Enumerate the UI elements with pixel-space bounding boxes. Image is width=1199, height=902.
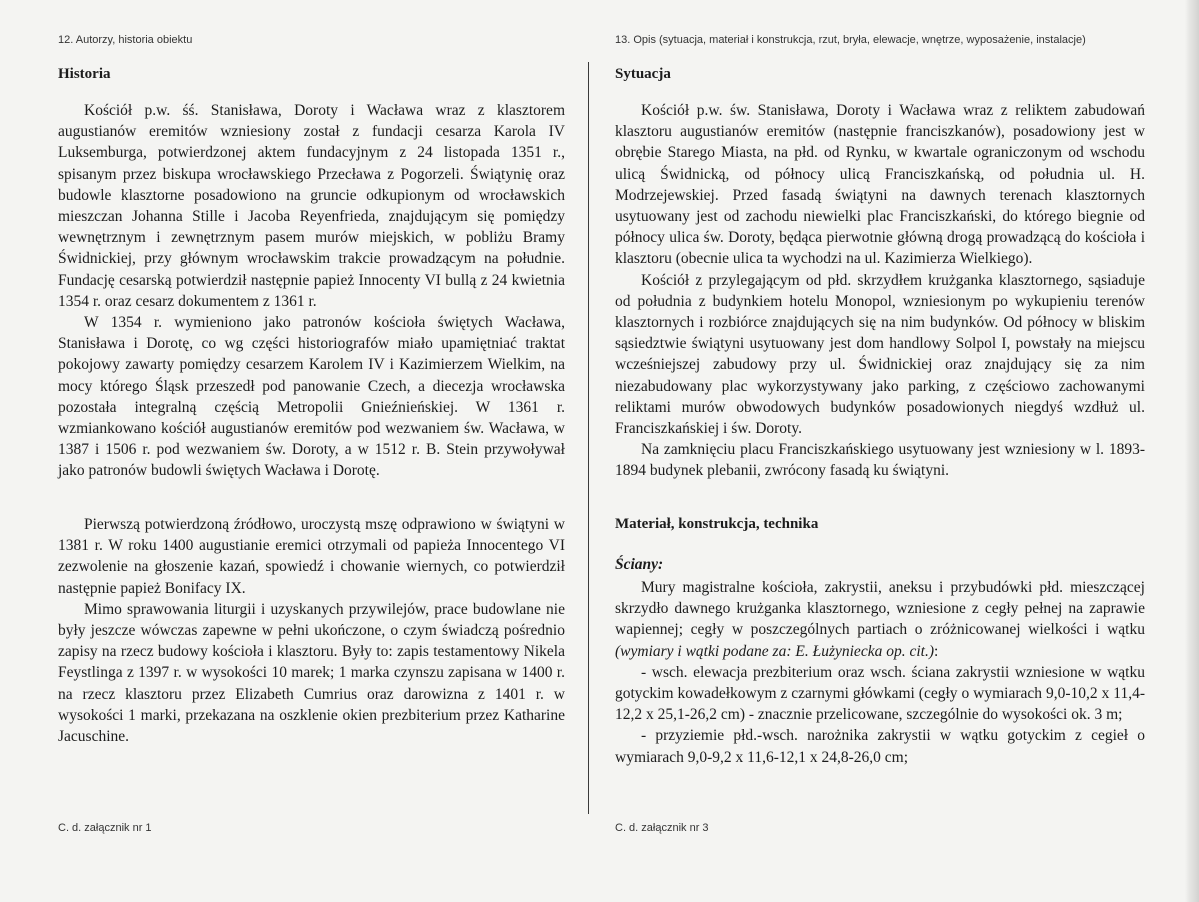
left-footer: C. d. załącznik nr 1 [58, 822, 152, 834]
history-paragraph-1: Kościół p.w. śś. Stanisława, Doroty i Wacława wraz z klasztorem augustianów eremitów wzniesiony został z fundacji cesarza Karola IV Luksemburga, potwierdzonej aktem fundacyjnym z 24 listopada 1351 r., spisanym przez biskupa wrocławskiego Przecława z Pogorzeli. Świątynię oraz budowle klasztorne posadowiono na gruncie odkupionym od wrocławskich mieszczan Johanna Stille i Jacoba Reyenfrieda, znajdującym się pomiędzy wewnętrznym i zewnętrznym pasem murów miejskich, w pobliżu Bramy Świdnickiej, przy głównym wrocławskim trakcie prowadzącym na południe. Fundację cesarską potwierdził następnie papież Innocenty VI bullą z 24 kwietnia 1354 r. oraz cesarz dokumentem z 1361 r. [58, 102, 565, 310]
right-footer: C. d. załącznik nr 3 [615, 822, 709, 834]
right-page [592, 0, 1199, 902]
walls-text [615, 577, 1145, 768]
walls-subheading: Ściany: [615, 556, 664, 573]
situation-text [615, 100, 1145, 482]
left-page [0, 0, 590, 902]
situation-paragraph-3: Na zamknięciu placu Franciszkańskiego usytuowany jest wzniesiony w l. 1893-1894 budynek plebanii, zwrócony fasadą ku świątyni. [615, 441, 1145, 480]
history-paragraph-4: Mimo sprawowania liturgii i uzyskanych przywilejów, prace budowlane nie były jeszcze wówczas zapewne w pełni ukończone, o czym świadczą pośrednio zapisy na rzecz budowy kościoła i klasztoru. Były to: zapis testamentowy Nikela Feystlinga z 1397 r. w wysokości 10 marek; 1 marka czynszu zapisana w 1400 r. na rzecz klasztoru przez Elizabeth Cumrius oraz darowizna z 1401 r. w wysokości 1 marki, przekazana na oszklenie okien prezbiterium przez Katharine Jacuschine. [58, 600, 565, 746]
walls-intro: Mury magistralne kościoła, zakrystii, aneksu i przybudówki płd. mieszczącej skrzydło dawnego krużganka klasztornego, wzniesione z cegły pełnej na zaprawie wapiennej; cegły w poszczególnych partiach o zróżnicowanej wielkości i wątku [615, 579, 1145, 639]
walls-intro-paragraph [615, 577, 1145, 662]
walls-item-1: - wsch. elewacja prezbiterium oraz wsch. ściana zakrystii wzniesione w wątku gotyckim kowadełkowym z czarnymi główkami (cegły o wymiarach 9,0-10,2 x 11,4-12,2 x 25,1-26,2 cm) - znacznie przelicowane, szczególnie do wysokości ok. 3 m; [615, 663, 1145, 724]
situation-heading: Sytuacja [615, 66, 671, 82]
history-heading: Historia [58, 66, 111, 82]
right-running-head: 13. Opis (sytuacja, materiał i konstrukcja, rzut, bryła, elewacje, wnętrze, wyposażenie, instalacje) [615, 34, 1086, 46]
history-text-block-1 [58, 100, 565, 482]
history-text-block-2 [58, 514, 565, 747]
history-paragraph-2: W 1354 r. wymieniono jako patronów kościoła świętych Wacława, Stanisława i Dorotę, co wg części historiografów miało upamiętniać traktat pokojowy zawarty pomiędzy cesarzem Karolem IV i Kazimierzem Wielkim, na mocy którego Śląsk przeszedł pod panowanie Czech, a diecezja wrocławska pozostała integralną częścią Metropolii Gnieźnieńskiej. W 1361 r. wzmiankowano kościół augustianów eremitów pod wezwaniem św. Wacława, w 1387 i 1506 r. pod wezwaniem św. Doroty, a w 1512 r. B. Stein przywoływał jako patronów budowli świętych Wacława i Dorotę. [58, 314, 565, 480]
history-paragraph-3: Pierwszą potwierdzoną źródłowo, uroczystą mszę odprawiono w świątyni w 1381 r. W roku 1400 augustianie eremici otrzymali od papieża Innocentego VI zezwolenie na głoszenie kazań, spowiedź i chowanie wiernych, co potwierdził następnie papież Bonifacy IX. [58, 516, 565, 597]
situation-paragraph-1: Kościół p.w. św. Stanisława, Doroty i Wacława wraz z reliktem zabudowań klasztoru augustianów eremitów (następnie franciszkanów), posadowiony jest w obrębie Starego Miasta, na płd. od Rynku, w kwartale ograniczonym od wschodu ulicą Świdnicką, od północy ulicą Franciszkańską, od południa ul. H. Modrzejewskiej. Przed fasadą świątyni na dawnych terenach klasztornych usytuowany jest od zachodu niewielki plac Franciszkański, do którego biegnie od północy ulica św. Doroty, będąca pierwotnie główną drogą prowadzącą do kościoła i klasztoru (obecnie ulica ta wychodzi na ul. Kazimierza Wielkiego). [615, 102, 1145, 268]
left-running-head: 12. Autorzy, historia obiektu [58, 34, 193, 46]
walls-item-2: - przyziemie płd.-wsch. narożnika zakrystii w wątku gotyckim z cegieł o wymiarach 9,0-9,2 x 11,6-12,1 x 24,8-26,0 cm; [615, 727, 1145, 766]
walls-intro-citation: (wymiary i wątki podane za: E. Łużyniecka op. cit.) [615, 642, 934, 660]
page-edge [1185, 0, 1199, 902]
situation-paragraph-2: Kościół z przylegającym od płd. skrzydłem krużganka klasztornego, sąsiaduje od południa z budynkiem hotelu Monopol, wzniesionym po wykupieniu terenów klasztornych i rozbiórce znajdujących się na nim budynków. Od północy w bliskim sąsiedztwie świątyni usytuowany jest dom handlowy Solpol I, powstały na miejscu wcześniejszej zabudowy przy ul. Świdnickiej oraz znajdujący się za nim niezabudowany plac wykorzystywany jako parking, z częściowo zachowanymi reliktami murów obwodowych budynków posadowionych niegdyś wzdłuż ul. Franciszkańskiej i św. Doroty. [615, 271, 1145, 438]
page-divider [588, 62, 589, 814]
material-heading: Materiał, konstrukcja, technika [615, 516, 819, 532]
walls-intro-end: : [933, 642, 939, 660]
